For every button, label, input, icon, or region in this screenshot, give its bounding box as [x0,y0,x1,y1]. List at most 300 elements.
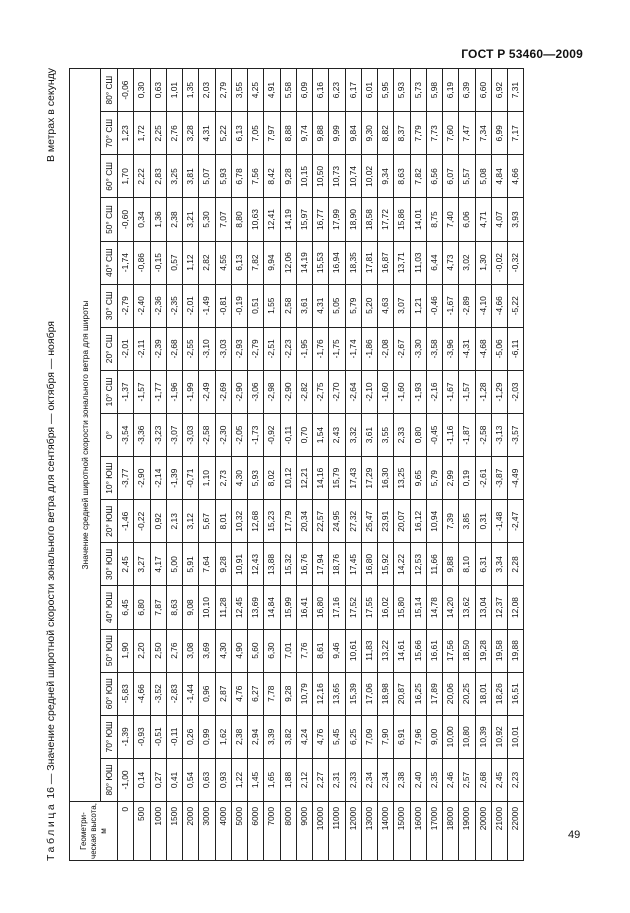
value-cell: 16,80 [361,543,377,586]
value-cell: 15,97 [296,198,312,241]
height-cell: 14000 [378,802,394,861]
table-row [264,69,280,861]
value-cell: 7,64 [199,543,215,586]
value-cell: 4,31 [313,284,329,327]
height-cell: 0 [118,802,134,861]
value-cell: 20,87 [394,672,410,715]
value-cell: 0,19 [459,457,475,500]
value-cell: 3,25 [166,155,182,198]
value-cell: 6,13 [231,241,247,284]
value-cell: 8,10 [459,543,475,586]
value-cell: 12,43 [248,543,264,586]
value-cell: 4,84 [491,155,507,198]
value-cell: -1,86 [361,327,377,370]
value-cell: 17,99 [329,198,345,241]
value-cell: 2,45 [118,543,134,586]
value-cell: -2,83 [166,672,182,715]
value-cell: -3,06 [248,370,264,413]
value-cell: 3,61 [296,284,312,327]
value-cell: 2,25 [150,112,166,155]
value-cell: 1,36 [150,198,166,241]
value-cell: -3,36 [134,414,150,457]
wind-speed-table [69,68,524,861]
value-cell: -0,71 [183,457,199,500]
value-cell: -1,75 [329,327,345,370]
value-cell: 8,61 [313,629,329,672]
height-cell: 5000 [231,802,247,861]
value-cell: 18,90 [345,198,361,241]
value-cell: -2,70 [329,370,345,413]
latitude-header: 30° СШ [101,284,118,327]
value-cell: -6,11 [508,327,524,370]
value-cell: 8,88 [280,112,296,155]
value-cell: -3,52 [150,672,166,715]
value-cell: 9,34 [378,155,394,198]
value-cell: 5,07 [199,155,215,198]
value-cell: 13,25 [394,457,410,500]
latitude-header: 50° СШ [101,198,118,241]
value-cell: -2,82 [296,370,312,413]
value-cell: -2,35 [166,284,182,327]
value-cell: -2,79 [248,327,264,370]
height-cell: 1000 [150,802,166,861]
value-cell: -2,30 [215,414,231,457]
value-cell: 1,12 [183,241,199,284]
value-cell: 3,27 [134,543,150,586]
value-cell: 7,76 [296,629,312,672]
value-cell: 15,39 [345,672,361,715]
value-cell: -0,60 [118,198,134,241]
value-cell: 15,53 [313,241,329,284]
value-cell: 3,85 [459,500,475,543]
value-cell: 2,31 [329,758,345,801]
value-cell: 10,79 [296,672,312,715]
value-cell: -2,16 [426,370,442,413]
value-cell: 8,75 [426,198,442,241]
value-cell: -3,58 [426,327,442,370]
value-cell: 8,63 [166,586,182,629]
value-cell: 6,27 [248,672,264,715]
height-cell: 10000 [313,802,329,861]
value-cell: -3,57 [508,414,524,457]
value-cell: 16,41 [296,586,312,629]
value-cell: 17,16 [329,586,345,629]
height-cell: 13000 [361,802,377,861]
value-cell: 7,96 [410,715,426,758]
value-cell: 7,01 [280,629,296,672]
value-cell: 7,97 [264,112,280,155]
value-cell: 2,76 [166,112,182,155]
value-cell: 2,83 [150,155,166,198]
value-cell: 6,07 [443,155,459,198]
value-cell: 3,55 [378,414,394,457]
value-cell: 20,06 [443,672,459,715]
value-cell: 2,50 [150,629,166,672]
value-cell: 13,71 [394,241,410,284]
value-cell: -0,19 [231,284,247,327]
value-cell: 12,08 [508,586,524,629]
value-cell: -1,39 [166,457,182,500]
value-cell: 15,79 [329,457,345,500]
value-cell: 9,74 [296,112,312,155]
value-cell: -3,54 [118,414,134,457]
value-cell: 7,39 [443,500,459,543]
value-cell: 2,46 [443,758,459,801]
value-cell: 18,98 [378,672,394,715]
value-cell: 13,04 [475,586,491,629]
value-cell: -1,57 [459,370,475,413]
value-cell: 1,90 [118,629,134,672]
value-cell: 6,01 [361,69,377,112]
value-cell: -0,92 [264,414,280,457]
value-cell: -2,79 [118,284,134,327]
latitude-header: 80° СШ [101,69,118,112]
value-cell: 17,56 [443,629,459,672]
value-cell: 4,17 [150,543,166,586]
value-cell: 5,79 [345,284,361,327]
value-cell: 2,27 [313,758,329,801]
value-cell: -2,67 [394,327,410,370]
value-cell: 10,39 [475,715,491,758]
value-cell: -1,16 [443,414,459,457]
value-cell: 7,56 [248,155,264,198]
value-cell: 0,41 [166,758,182,801]
value-cell: 1,55 [264,284,280,327]
value-cell: 7,34 [475,112,491,155]
value-cell: 15,99 [280,586,296,629]
value-cell: 9,28 [280,672,296,715]
table-row [150,69,166,861]
value-cell: 2,28 [508,543,524,586]
value-cell: 0,63 [199,758,215,801]
latitude-header: 0° [101,414,118,457]
table-row [491,69,507,861]
value-cell: 5,98 [426,69,442,112]
table-row [199,69,215,861]
table-row [410,69,426,861]
value-cell: 1,21 [410,284,426,327]
value-cell: 11,03 [410,241,426,284]
value-cell: -3,07 [166,414,182,457]
value-cell: 14,16 [313,457,329,500]
height-cell: 12000 [345,802,361,861]
value-cell: -0,15 [150,241,166,284]
value-cell: 1,01 [166,69,182,112]
height-cell: 500 [134,802,150,861]
table-row [508,69,524,861]
value-cell: 6,91 [394,715,410,758]
table-row [394,69,410,861]
value-cell: 6,99 [491,112,507,155]
value-cell: 5,93 [394,69,410,112]
value-cell: 19,28 [475,629,491,672]
value-cell: 10,50 [313,155,329,198]
value-cell: 18,01 [475,672,491,715]
value-cell: -0,51 [150,715,166,758]
height-cell: 20000 [475,802,491,861]
value-cell: -1,95 [296,327,312,370]
value-cell: 15,14 [410,586,426,629]
value-cell: 2,34 [378,758,394,801]
value-cell: 12,41 [264,198,280,241]
height-column-header: Геометри-ческая высота, м [70,802,118,861]
table-row [443,69,459,861]
value-cell: 2,94 [248,715,264,758]
height-cell: 2000 [183,802,199,861]
value-cell: 1,30 [475,241,491,284]
value-cell: 2,20 [134,629,150,672]
value-cell: 1,22 [231,758,247,801]
value-cell: -1,76 [313,327,329,370]
value-cell: 9,94 [264,241,280,284]
value-cell: 5,95 [378,69,394,112]
table-row [459,69,475,861]
value-cell: 8,82 [378,112,394,155]
value-cell: 5,08 [475,155,491,198]
value-cell: 13,65 [329,672,345,715]
value-cell: 1,35 [183,69,199,112]
value-cell: 12,45 [231,586,247,629]
value-cell: 6,44 [426,241,442,284]
caption-text: 16 — Значение средней широтной скорости зонального ветра для сентября — октября — ноября [45,321,57,802]
height-cell: 1500 [166,802,182,861]
value-cell: 19,58 [491,629,507,672]
latitude-header: 70° ЮШ [101,715,118,758]
value-cell: 16,80 [313,586,329,629]
value-cell: 4,76 [231,672,247,715]
height-cell: 3000 [199,802,215,861]
value-cell: -2,47 [508,500,524,543]
value-cell: 10,80 [459,715,475,758]
height-cell: 22000 [508,802,524,861]
value-cell: 2,43 [329,414,345,457]
value-cell: 3,39 [264,715,280,758]
latitude-header: 80° ЮШ [101,758,118,801]
value-cell: -1,46 [118,500,134,543]
value-cell: 7,87 [150,586,166,629]
value-cell: 2,35 [426,758,442,801]
value-cell: 10,02 [361,155,377,198]
table-row [345,69,361,861]
value-cell: 17,06 [361,672,377,715]
value-cell: -3,96 [443,327,459,370]
value-cell: -3,10 [199,327,215,370]
value-cell: -2,51 [264,327,280,370]
value-cell: 15,66 [410,629,426,672]
value-cell: 2,38 [394,758,410,801]
value-cell: -0,22 [134,500,150,543]
value-cell: 6,17 [345,69,361,112]
table-row [426,69,442,861]
value-cell: 3,82 [280,715,296,758]
value-cell: -4,66 [491,284,507,327]
value-cell: 3,81 [183,155,199,198]
table-row [231,69,247,861]
value-cell: 5,00 [166,543,182,586]
latitude-header: 60° СШ [101,155,118,198]
value-cell: 17,55 [361,586,377,629]
value-cell: 4,55 [215,241,231,284]
value-cell: 7,79 [410,112,426,155]
value-cell: 9,00 [426,715,442,758]
table-row [134,69,150,861]
value-cell: -2,61 [475,457,491,500]
value-cell: -4,66 [134,672,150,715]
value-cell: -3,03 [183,414,199,457]
value-cell: -1,87 [459,414,475,457]
value-cell: 2,68 [475,758,491,801]
value-cell: 5,73 [410,69,426,112]
value-cell: 7,09 [361,715,377,758]
value-cell: 4,73 [443,241,459,284]
value-cell: 11,83 [361,629,377,672]
value-cell: 10,00 [443,715,459,758]
value-cell: 6,80 [134,586,150,629]
value-cell: -0,11 [166,715,182,758]
value-cell: -0,93 [134,715,150,758]
value-cell: 0,30 [134,69,150,112]
value-cell: 3,28 [183,112,199,155]
value-cell: 15,92 [378,543,394,586]
value-cell: 17,94 [313,543,329,586]
value-cell: 2,33 [394,414,410,457]
value-cell: 8,02 [264,457,280,500]
value-cell: 9,08 [183,586,199,629]
value-cell: 10,74 [345,155,361,198]
value-cell: 0,27 [150,758,166,801]
value-cell: 0,70 [296,414,312,457]
value-cell: 3,21 [183,198,199,241]
value-cell: 9,30 [361,112,377,155]
value-cell: 0,93 [215,758,231,801]
value-cell: -0,81 [215,284,231,327]
value-cell: 4,66 [508,155,524,198]
latitude-header: 10° ЮШ [101,457,118,500]
value-cell: 4,25 [248,69,264,112]
value-cell: -4,68 [475,327,491,370]
value-cell: 3,93 [508,198,524,241]
value-cell: 7,07 [215,198,231,241]
value-cell: -1,96 [166,370,182,413]
value-cell: -0,02 [491,241,507,284]
value-cell: -2,10 [361,370,377,413]
value-cell: 2,34 [361,758,377,801]
value-cell: -1,67 [443,284,459,327]
value-cell: 10,92 [491,715,507,758]
standard-designation: ГОСТ Р 53460—2009 [461,47,583,61]
value-cell: -0,45 [426,414,442,457]
value-cell: -2,05 [231,414,247,457]
value-cell: 6,31 [475,543,491,586]
value-cell: 18,58 [361,198,377,241]
value-cell: 5,93 [248,457,264,500]
value-cell: -2,90 [231,370,247,413]
value-cell: -2,03 [508,370,524,413]
value-cell: 10,12 [280,457,296,500]
value-cell: 6,60 [475,69,491,112]
value-cell: 11,66 [426,543,442,586]
value-cell: 7,17 [508,112,524,155]
value-cell: 6,39 [459,69,475,112]
value-cell: 0,31 [475,500,491,543]
height-cell: 21000 [491,802,507,861]
value-cell: 24,95 [329,500,345,543]
value-cell: 3,55 [231,69,247,112]
value-cell: 10,63 [248,198,264,241]
rotated-table-block [45,68,521,861]
value-cell: 5,91 [183,543,199,586]
value-cell: 2,13 [166,500,182,543]
value-cell: 20,25 [459,672,475,715]
value-cell: -4,31 [459,327,475,370]
value-cell: 0,26 [183,715,199,758]
height-cell: 6000 [248,802,264,861]
value-cell: -1,44 [183,672,199,715]
value-cell: -1,99 [183,370,199,413]
value-cell: 15,23 [264,500,280,543]
caption-prefix: Таблица [45,801,57,861]
value-cell: 6,25 [345,715,361,758]
value-cell: 18,26 [491,672,507,715]
value-cell: 7,40 [443,198,459,241]
table-row [248,69,264,861]
value-cell: -1,93 [410,370,426,413]
value-cell: 8,37 [394,112,410,155]
value-cell: 14,01 [410,198,426,241]
value-cell: 17,29 [361,457,377,500]
value-cell: 2,79 [215,69,231,112]
height-cell: 17000 [426,802,442,861]
value-cell: -0,06 [118,69,134,112]
value-cell: 4,63 [378,284,394,327]
value-cell: -2,75 [313,370,329,413]
value-cell: 5,93 [215,155,231,198]
value-cell: 12,16 [313,672,329,715]
value-cell: 12,06 [280,241,296,284]
value-cell: 13,69 [248,586,264,629]
value-cell: 6,45 [118,586,134,629]
value-cell: 6,09 [296,69,312,112]
value-cell: -2,01 [183,284,199,327]
value-cell: 2,87 [215,672,231,715]
value-cell: 9,88 [443,543,459,586]
value-cell: -1,73 [248,414,264,457]
value-cell: 10,10 [199,586,215,629]
value-cell: 4,76 [313,715,329,758]
value-cell: -1,77 [150,370,166,413]
value-cell: 16,02 [378,586,394,629]
value-cell: 20,34 [296,500,312,543]
value-cell: 14,19 [296,241,312,284]
table-row [313,69,329,861]
value-cell: 2,82 [199,241,215,284]
height-cell: 15000 [394,802,410,861]
value-cell: 0,54 [183,758,199,801]
value-cell: 15,86 [394,198,410,241]
value-cell: 5,30 [199,198,215,241]
height-cell: 9000 [296,802,312,861]
latitude-group-header: Значение средней широтной скорости зонального ветра для широты [70,69,101,802]
value-cell: -1,60 [394,370,410,413]
value-cell: -2,55 [183,327,199,370]
value-cell: -5,06 [491,327,507,370]
table-body [118,69,524,861]
value-cell: 16,30 [378,457,394,500]
value-cell: 6,30 [264,629,280,672]
latitude-header: 50° ЮШ [101,629,118,672]
latitude-header: 40° СШ [101,241,118,284]
value-cell: 2,03 [199,69,215,112]
